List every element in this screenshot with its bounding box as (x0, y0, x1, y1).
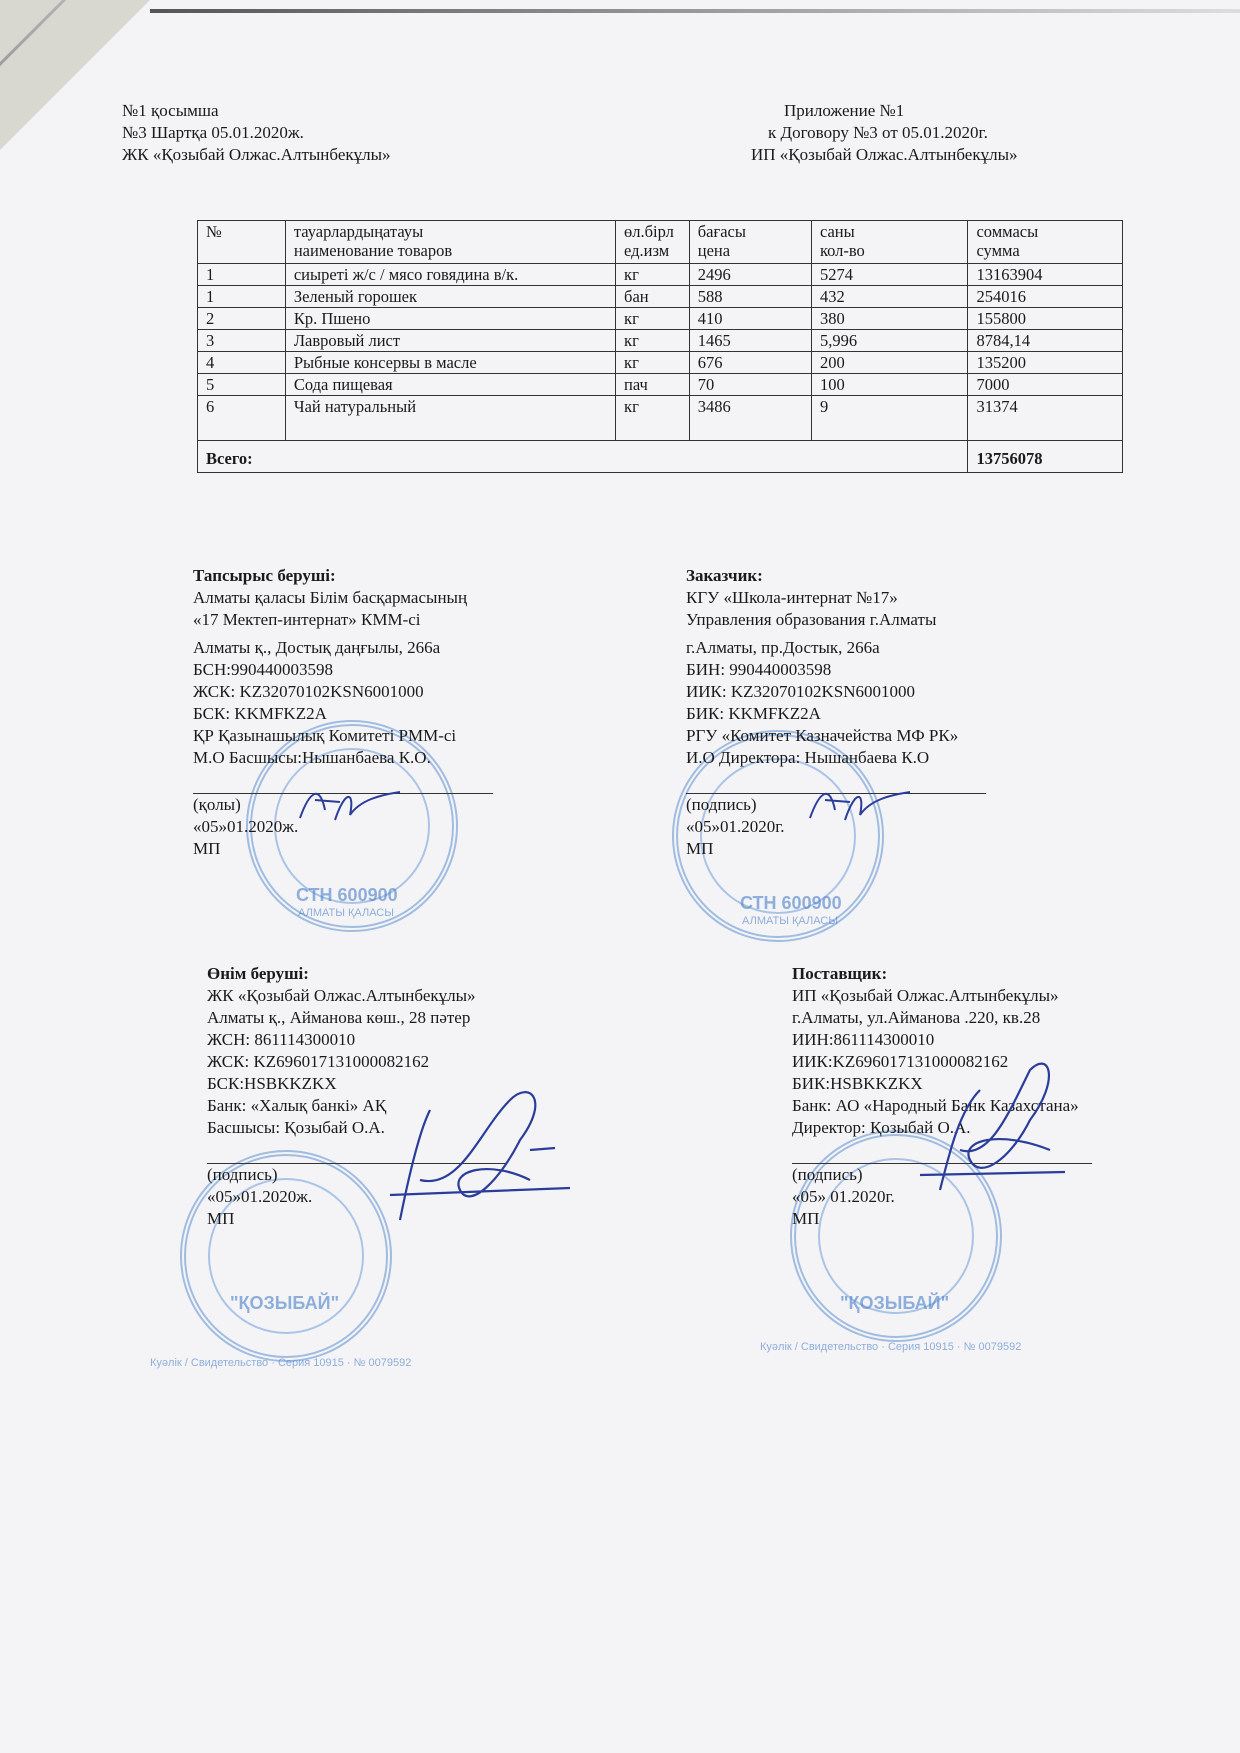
supplier-ru-title: Поставщик: (792, 964, 888, 983)
col-number: № (198, 221, 286, 264)
supplier-kz-detail: Алматы қ., Айманова көш., 28 пәтер (207, 1008, 471, 1027)
cell-num: 3 (198, 330, 286, 352)
cell-unit: кг (616, 264, 690, 286)
cell-price: 676 (689, 352, 811, 374)
cell-qty: 5,996 (811, 330, 968, 352)
cell-price: 588 (689, 286, 811, 308)
customer-ru-detail: РГУ «Комитет Казначейства МФ РК» (686, 726, 959, 745)
cell-name: Рыбные консервы в масле (285, 352, 615, 374)
customer-ru-detail: БИН: 990440003598 (686, 660, 832, 679)
col-unit: өл.бірл ед.изм (616, 221, 690, 264)
cell-price: 3486 (689, 396, 811, 441)
goods-table (197, 220, 1123, 473)
cell-num: 2 (198, 308, 286, 330)
cell-unit: бан (616, 286, 690, 308)
cell-sum: 155800 (968, 308, 1123, 330)
customer-kz-detail: БСН:990440003598 (193, 660, 333, 679)
seal-mark: МП (207, 1209, 235, 1228)
customer-kz-detail: БСК: KKMFKZ2A (193, 704, 327, 723)
supplier-ru-detail: БИК:HSBKKZKX (792, 1074, 923, 1093)
supplier-kz-detail: БСК:HSBKKZKX (207, 1074, 337, 1093)
cell-unit: кг (616, 396, 690, 441)
cell-unit: кг (616, 330, 690, 352)
school-stamp-right-sub: АЛМАТЫ ҚАЛАСЫ (742, 915, 838, 927)
sign-date: «05» 01.2020г. (792, 1187, 895, 1206)
table-row (198, 374, 1123, 396)
cell-num: 6 (198, 396, 286, 441)
table-row (198, 352, 1123, 374)
col-sum: соммасы сумма (968, 221, 1123, 264)
cell-qty: 100 (811, 374, 968, 396)
cell-unit: кг (616, 352, 690, 374)
supplier-kz-detail: Басшысы: Қозыбай О.А. (207, 1118, 385, 1137)
supplier-kz-title: Өнім беруші: (207, 964, 309, 983)
header-left-line1: №1 қосымша (122, 101, 219, 120)
sign-date: «05»01.2020ж. (207, 1187, 313, 1206)
cell-name: Сода пищевая (285, 374, 615, 396)
table-header-row (198, 221, 1123, 264)
signature-supplier-kz (380, 1070, 580, 1250)
supplier-stamp-right-text: "ҚОЗЫБАЙ" (840, 1293, 950, 1313)
header-left (122, 100, 391, 166)
table-row (198, 308, 1123, 330)
supplier-ru-detail: ИП «Қозыбай Олжас.Алтынбекұлы» (792, 986, 1059, 1005)
supplier-stamp-left-text: "ҚОЗЫБАЙ" (230, 1293, 340, 1313)
cell-price: 1465 (689, 330, 811, 352)
col-price: бағасы цена (689, 221, 811, 264)
table-row (198, 286, 1123, 308)
total-label: Всего: (198, 441, 968, 473)
supplier-ru-detail: ИИН:861114300010 (792, 1030, 935, 1049)
cell-price: 410 (689, 308, 811, 330)
cell-name: Лавровый лист (285, 330, 615, 352)
customer-ru-detail: И.О Директора: Нышанбаева К.О (686, 748, 930, 767)
cell-num: 5 (198, 374, 286, 396)
cell-num: 4 (198, 352, 286, 374)
customer-ru-line: Управления образования г.Алматы (686, 610, 937, 629)
cell-price: 2496 (689, 264, 811, 286)
header-left-line2: №3 Шартқа 05.01.2020ж. (122, 123, 304, 142)
customer-ru-detail: ИИК: KZ32070102KSN6001000 (686, 682, 916, 701)
customer-ru-line: КГУ «Школа-интернат №17» (686, 588, 898, 607)
supplier-stamp-right-sub: Куәлік / Свидетельство · Серия 10915 · № 0079592 (760, 1341, 1022, 1353)
customer-kz-line: «17 Мектеп-интернат» КММ-сі (193, 610, 421, 629)
supplier-stamp-left-sub: Куәлік / Свидетельство · Серия 10915 · № 0079592 (150, 1357, 412, 1369)
signature-customer-ru (800, 780, 920, 830)
header-right-line1: Приложение №1 (784, 101, 905, 120)
school-stamp-left-sub: АЛМАТЫ ҚАЛАСЫ (298, 907, 394, 919)
sign-label: (подпись) (207, 1165, 278, 1184)
customer-kz-title: Тапсырыс беруші: (193, 566, 336, 585)
cell-sum: 7000 (968, 374, 1123, 396)
sign-label: (подпись) (792, 1165, 863, 1184)
cell-num: 1 (198, 286, 286, 308)
cell-unit: пач (616, 374, 690, 396)
table-row (198, 396, 1123, 441)
sign-label: (қолы) (193, 795, 241, 814)
scan-edge (150, 9, 1240, 13)
supplier-kz-detail: ЖК «Қозыбай Олжас.Алтынбекұлы» (207, 986, 476, 1005)
sign-label: (подпись) (686, 795, 757, 814)
school-stamp-left-text: СТН 600900 (296, 885, 398, 905)
cell-qty: 200 (811, 352, 968, 374)
customer-ru-title: Заказчик: (686, 566, 763, 585)
header-right (706, 100, 1126, 166)
cell-qty: 5274 (811, 264, 968, 286)
cell-unit: кг (616, 308, 690, 330)
cell-sum: 135200 (968, 352, 1123, 374)
cell-name: сиыреті ж/с / мясо говядина в/к. (285, 264, 615, 286)
cell-price: 70 (689, 374, 811, 396)
seal-mark: МП (792, 1209, 820, 1228)
sign-date: «05»01.2020ж. (193, 817, 299, 836)
cell-name: Кр. Пшено (285, 308, 615, 330)
cell-num: 1 (198, 264, 286, 286)
cell-qty: 9 (811, 396, 968, 441)
customer-kz-line: Алматы қаласы Білім басқармасының (193, 588, 468, 607)
header-right-line3: ИП «Қозыбай Олжас.Алтынбекұлы» (751, 145, 1018, 164)
school-stamp-right-text: СТН 600900 (740, 893, 842, 913)
sign-date: «05»01.2020г. (686, 817, 785, 836)
cell-qty: 432 (811, 286, 968, 308)
header-right-line2: к Договору №3 от 05.01.2020г. (768, 123, 988, 142)
cell-qty: 380 (811, 308, 968, 330)
customer-kz-detail: ЖСК: KZ32070102KSN6001000 (193, 682, 424, 701)
cell-sum: 13163904 (968, 264, 1123, 286)
supplier-ru-detail: ИИК:KZ696017131000082162 (792, 1052, 1009, 1071)
cell-sum: 8784,14 (968, 330, 1123, 352)
customer-kz-detail: Алматы қ., Достық даңғылы, 266а (193, 638, 441, 657)
signature-supplier-ru (920, 1050, 1070, 1210)
signature-customer-kz (290, 780, 410, 830)
seal-mark: МП (193, 839, 221, 858)
cell-sum: 254016 (968, 286, 1123, 308)
cell-name: Зеленый горошек (285, 286, 615, 308)
col-qty: саны кол-во (811, 221, 968, 264)
header-left-line3: ЖК «Қозыбай Олжас.Алтынбекұлы» (122, 145, 391, 164)
table-total-row (198, 441, 1123, 473)
supplier-kz-detail: ЖСК: KZ696017131000082162 (207, 1052, 430, 1071)
supplier-ru-detail: Директор: Қозыбай О.А. (792, 1118, 971, 1137)
customer-kz-detail: ҚР Қазынашылық Комитеті РММ-сі (193, 726, 457, 745)
customer-ru-detail: г.Алматы, пр.Достык, 266а (686, 638, 880, 657)
total-value: 13756078 (968, 441, 1123, 473)
supplier-kz-detail: Банк: «Халық банкі» АҚ (207, 1096, 387, 1115)
customer-ru-detail: БИК: KKMFKZ2A (686, 704, 821, 723)
supplier-ru-detail: г.Алматы, ул.Айманова .220, кв.28 (792, 1008, 1041, 1027)
customer-kz-detail: М.О Басшысы:Нышанбаева К.О. (193, 748, 431, 767)
col-name: тауарлардыңатауы наименование товаров (285, 221, 615, 264)
cell-sum: 31374 (968, 396, 1123, 441)
table-row (198, 264, 1123, 286)
supplier-kz-detail: ЖСН: 861114300010 (207, 1030, 356, 1049)
supplier-ru-detail: Банк: АО «Народный Банк Казахстана» (792, 1096, 1079, 1115)
table-row (198, 330, 1123, 352)
cell-name: Чай натуральный (285, 396, 615, 441)
seal-mark: МП (686, 839, 714, 858)
